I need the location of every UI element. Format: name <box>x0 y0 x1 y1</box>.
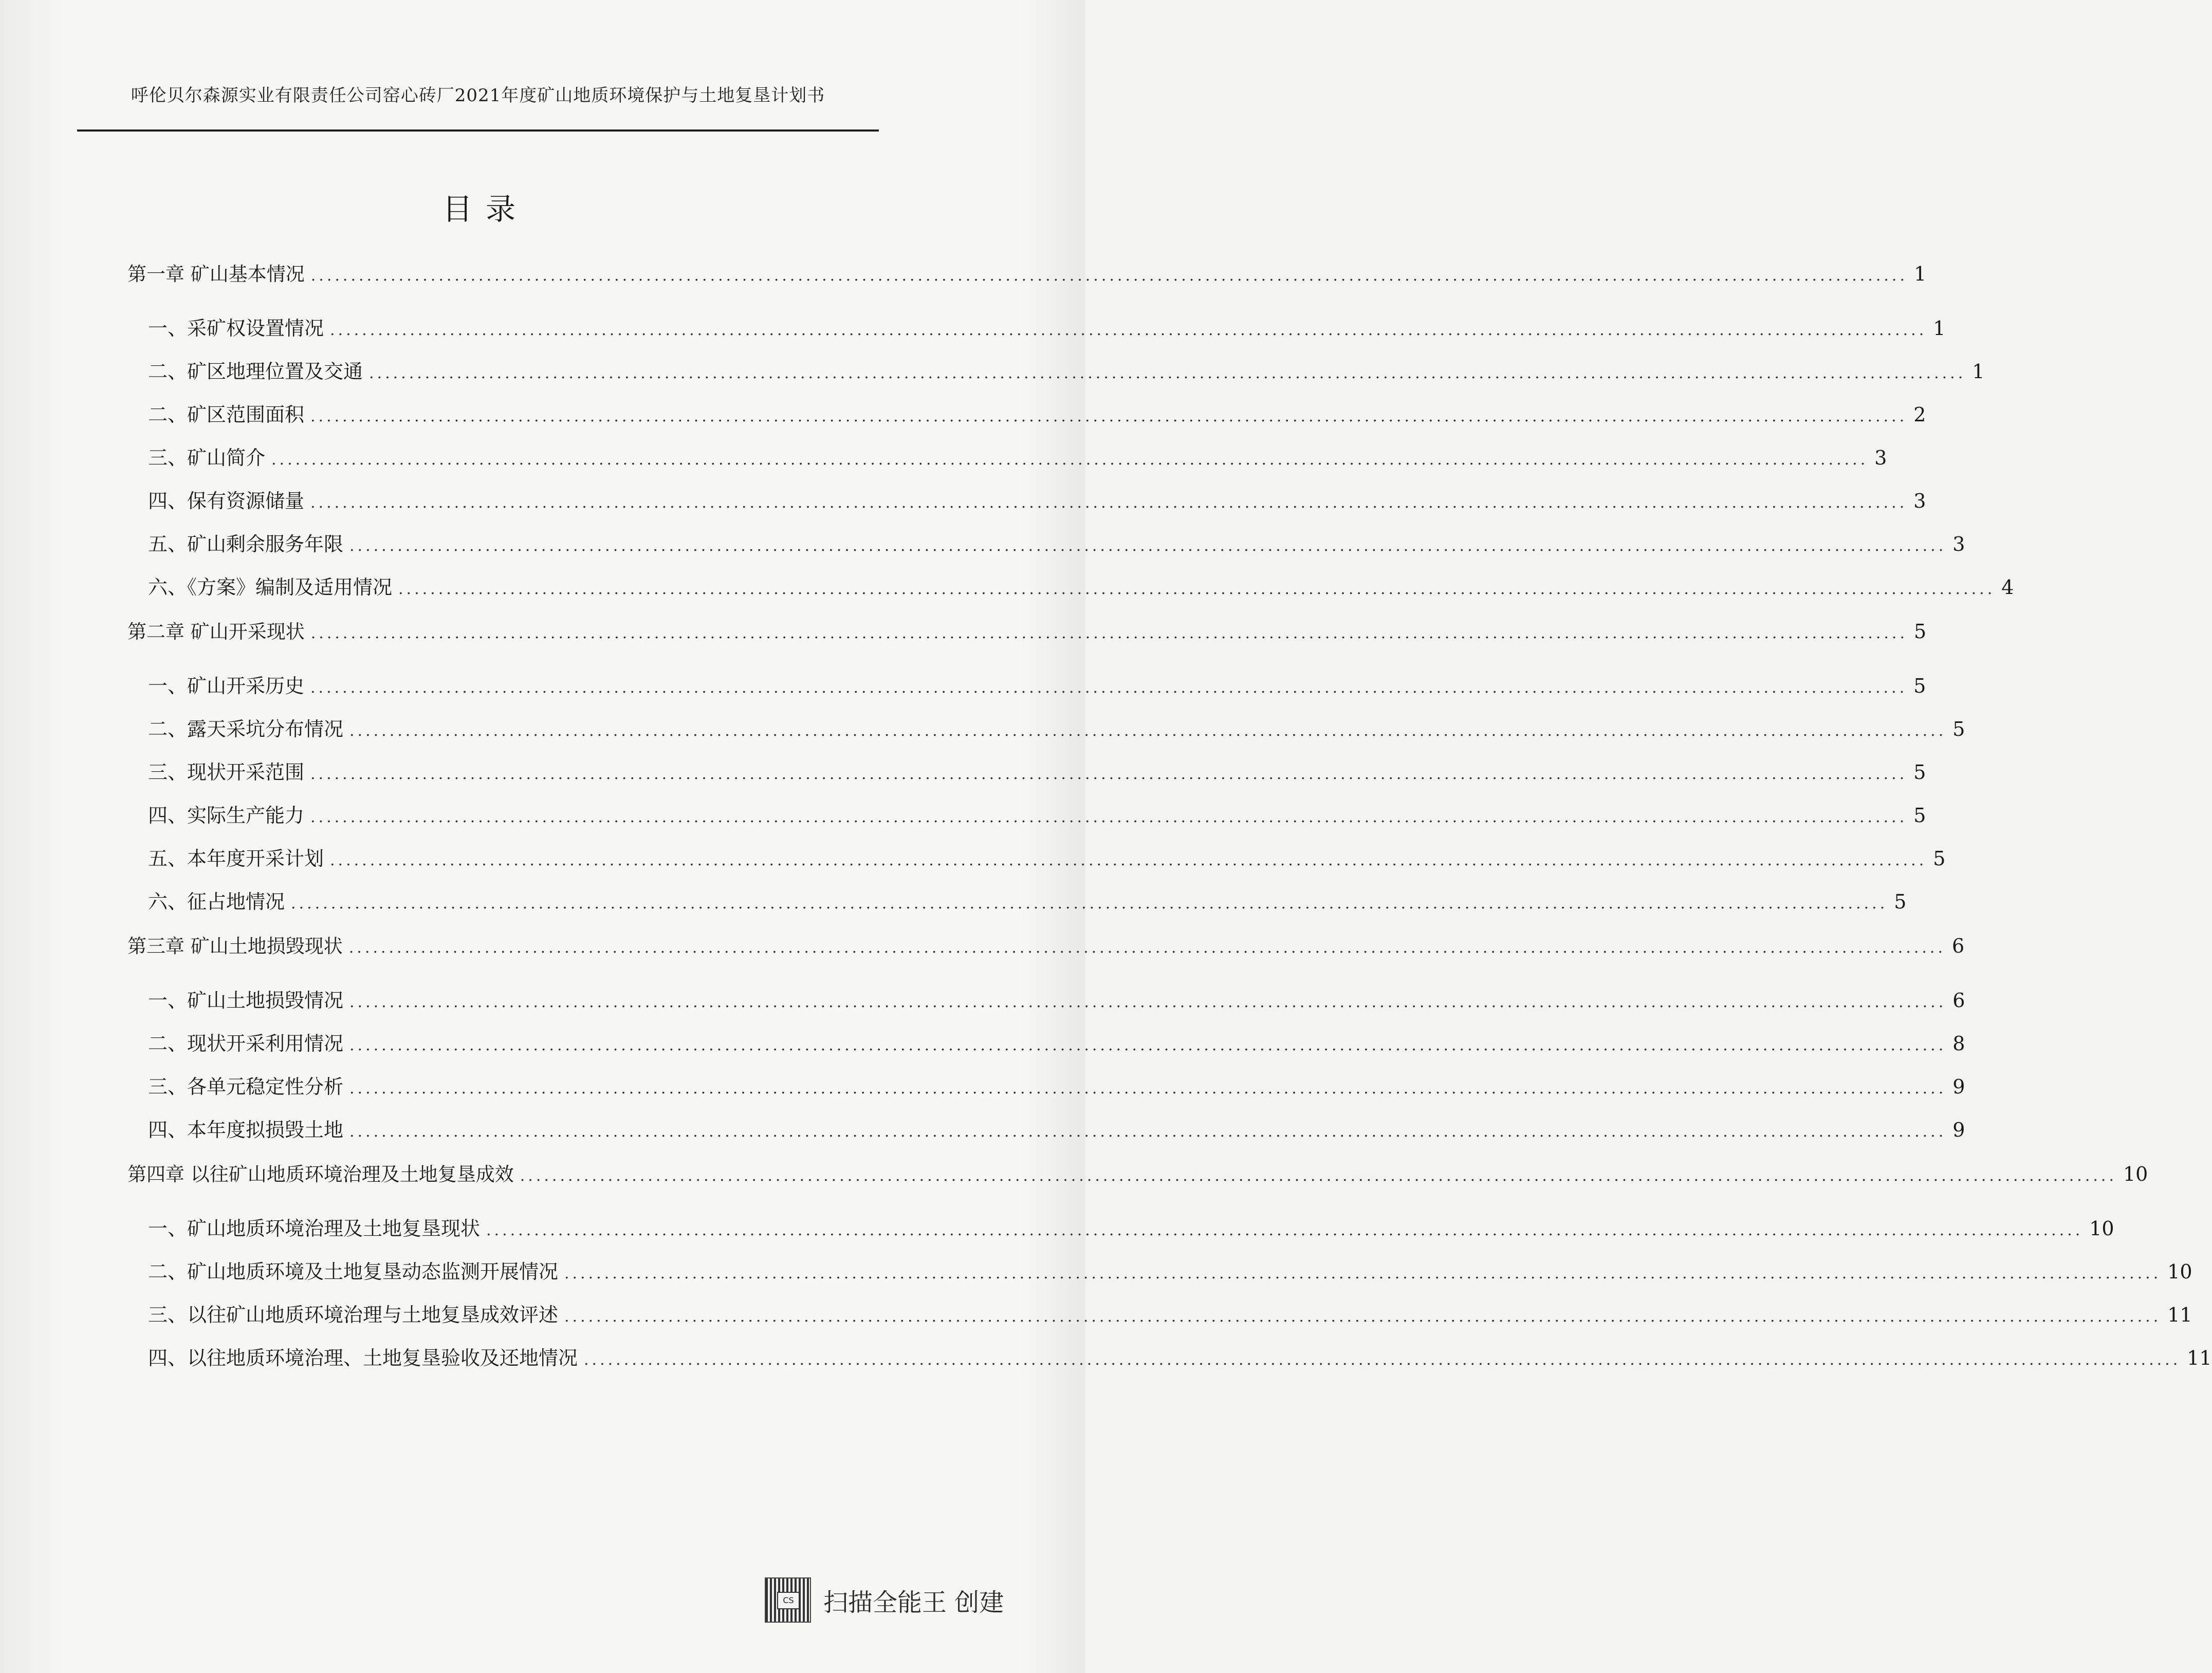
toc-section-entry <box>127 1010 1965 1055</box>
toc-section-entry <box>127 1195 2114 1240</box>
toc-entry-label: 二、矿区地理位置及交通 <box>148 360 363 383</box>
toc-entry-label: 六、《方案》编制及适用情况 <box>148 576 393 599</box>
toc-leader-dots: ........................................................................................................................................................................................................ <box>398 580 1996 598</box>
toc-leader-dots: ........................................................................................................................................................................................................ <box>291 895 1888 913</box>
toc-leader-dots: ........................................................................................................................................................................................................ <box>349 1080 1947 1098</box>
toc-page-number: 5 <box>1894 890 1907 913</box>
toc-leader-dots: ........................................................................................................................................................................................................ <box>310 765 1908 783</box>
toc-entry-label: 第四章 以往矿山地质环境治理及土地复垦成效 <box>127 1163 514 1185</box>
toc-section-entry <box>127 554 2014 599</box>
toc-entry-label: 三、矿山简介 <box>148 447 266 469</box>
toc-entry-label: 一、采矿权设置情况 <box>148 317 324 340</box>
toc-page-number: 9 <box>1952 1075 1965 1098</box>
toc-entry-label: 五、矿山剩余服务年限 <box>148 533 344 555</box>
toc-section-entry <box>127 1281 2192 1326</box>
toc-leader-dots: ........................................................................................................................................................................................................ <box>564 1265 2162 1282</box>
toc-entry-label: 二、露天采坑分布情况 <box>148 718 344 740</box>
camscanner-logo-text: CS <box>777 1592 800 1609</box>
toc-entry-label: 一、矿山开采历史 <box>148 675 305 697</box>
toc-section-entry <box>127 295 1946 340</box>
toc-section-entry <box>127 1096 1965 1141</box>
toc-page-number: 5 <box>1913 675 1926 697</box>
toc-entry-label: 第三章 矿山土地损毁现状 <box>127 935 343 957</box>
toc-page-number: 11 <box>2187 1347 2212 1369</box>
table-of-contents <box>127 239 2212 1369</box>
toc-section-entry <box>127 967 1965 1012</box>
toc-section-entry <box>127 782 1926 827</box>
toc-leader-dots: ........................................................................................................................................................................................................ <box>520 1167 2117 1185</box>
toc-leader-dots: ........................................................................................................................................................................................................ <box>584 1351 2181 1369</box>
toc-section-entry <box>127 424 1887 469</box>
scanner-watermark <box>765 1577 1004 1623</box>
toc-page-number: 2 <box>1913 403 1926 426</box>
toc-page-number: 10 <box>2167 1260 2192 1283</box>
toc-leader-dots: ........................................................................................................................................................................................................ <box>349 537 1947 555</box>
toc-page-number: 3 <box>1913 490 1926 512</box>
toc-entry-label: 一、矿山土地损毁情况 <box>148 989 344 1012</box>
toc-entry-label: 三、现状开采范围 <box>148 761 305 784</box>
toc-leader-dots: ........................................................................................................................................................................................................ <box>369 364 1966 382</box>
toc-chapter-entry <box>127 1140 2148 1195</box>
watermark-text: 扫描全能王 创建 <box>823 1588 1004 1617</box>
toc-leader-dots: ........................................................................................................................................................................................................ <box>310 267 1908 285</box>
toc-entry-label: 二、矿区范围面积 <box>148 403 305 426</box>
toc-page-number: 5 <box>1913 804 1926 827</box>
toc-leader-dots: ........................................................................................................................................................................................................ <box>330 321 1927 339</box>
toc-page-number: 1 <box>1914 263 1927 285</box>
toc-page-number: 4 <box>2001 576 2014 599</box>
header-rule <box>77 129 879 132</box>
toc-entry-label: 六、征占地情况 <box>148 890 285 913</box>
toc-page-number: 3 <box>1874 447 1887 469</box>
toc-entry-label: 二、矿山地质环境及土地复垦动态监测开展情况 <box>148 1260 559 1283</box>
toc-entry-label: 四、保有资源储量 <box>148 490 305 512</box>
toc-page-number: 3 <box>1952 533 1965 555</box>
toc-leader-dots: ........................................................................................................................................................................................................ <box>486 1221 2084 1239</box>
toc-entry-label: 三、各单元稳定性分析 <box>148 1075 344 1098</box>
toc-leader-dots: ........................................................................................................................................................................................................ <box>330 851 1927 869</box>
running-header: 呼伦贝尔森源实业有限责任公司窑心砖厂2021年度矿山地质环境保护与土地复垦计划书 <box>131 85 825 106</box>
toc-leader-dots: ........................................................................................................................................................................................................ <box>349 1123 1947 1141</box>
toc-page-number: 8 <box>1952 1032 1965 1055</box>
toc-leader-dots: ........................................................................................................................................................................................................ <box>348 939 1946 957</box>
toc-leader-dots: ........................................................................................................................................................................................................ <box>310 808 1908 826</box>
toc-entry-label: 四、实际生产能力 <box>148 804 305 827</box>
toc-chapter-entry <box>127 239 1927 295</box>
toc-page-number: 1 <box>1972 360 1985 383</box>
toc-section-entry <box>127 739 1926 784</box>
toc-section-entry <box>127 338 1985 383</box>
toc-section-entry <box>127 1053 1965 1098</box>
page-title: 目录 <box>442 192 529 227</box>
toc-chapter-entry <box>127 597 1927 653</box>
toc-page-number: 1 <box>1933 317 1946 340</box>
toc-page-number: 10 <box>2123 1163 2148 1185</box>
toc-leader-dots: ........................................................................................................................................................................................................ <box>349 722 1947 740</box>
toc-page-number: 9 <box>1952 1119 1965 1141</box>
toc-leader-dots: ........................................................................................................................................................................................................ <box>310 624 1908 642</box>
toc-page-number: 11 <box>2167 1304 2192 1326</box>
toc-entry-label: 五、本年度开采计划 <box>148 847 324 870</box>
toc-entry-label: 一、矿山地质环境治理及土地复垦现状 <box>148 1217 481 1240</box>
toc-leader-dots: ........................................................................................................................................................................................................ <box>349 1036 1947 1054</box>
toc-leader-dots: ........................................................................................................................................................................................................ <box>310 407 1908 425</box>
toc-page-number: 10 <box>2089 1217 2114 1240</box>
toc-page-number: 5 <box>1933 847 1946 870</box>
toc-page-number: 5 <box>1914 620 1927 643</box>
toc-page-number: 6 <box>1952 989 1965 1012</box>
toc-entry-label: 四、以往地质环境治理、土地复垦验收及还地情况 <box>148 1347 578 1369</box>
toc-entry-label: 第二章 矿山开采现状 <box>127 621 305 643</box>
toc-section-entry <box>127 381 1926 426</box>
camscanner-logo-icon <box>765 1577 811 1623</box>
toc-entry-label: 第一章 矿山基本情况 <box>127 263 305 285</box>
toc-page-number: 5 <box>1913 761 1926 784</box>
toc-section-entry <box>127 696 1965 740</box>
toc-section-entry <box>127 468 1926 512</box>
toc-page-number: 5 <box>1952 718 1965 740</box>
toc-section-entry <box>127 825 1946 870</box>
toc-section-entry <box>127 653 1926 697</box>
toc-page-number: 6 <box>1952 935 1965 957</box>
toc-entry-label: 二、现状开采利用情况 <box>148 1032 344 1055</box>
toc-section-entry <box>127 868 1907 913</box>
toc-leader-dots: ........................................................................................................................................................................................................ <box>271 451 1869 469</box>
toc-chapter-entry <box>127 912 1965 967</box>
toc-leader-dots: ........................................................................................................................................................................................................ <box>310 679 1908 697</box>
toc-section-entry <box>127 1238 2192 1283</box>
toc-section-entry <box>127 511 1965 555</box>
toc-entry-label: 三、以往矿山地质环境治理与土地复垦成效评述 <box>148 1304 559 1326</box>
toc-entry-label: 四、本年度拟损毁土地 <box>148 1119 344 1141</box>
toc-leader-dots: ........................................................................................................................................................................................................ <box>349 993 1947 1011</box>
toc-leader-dots: ........................................................................................................................................................................................................ <box>310 494 1908 512</box>
toc-leader-dots: ........................................................................................................................................................................................................ <box>564 1308 2162 1326</box>
toc-section-entry <box>127 1325 2212 1369</box>
